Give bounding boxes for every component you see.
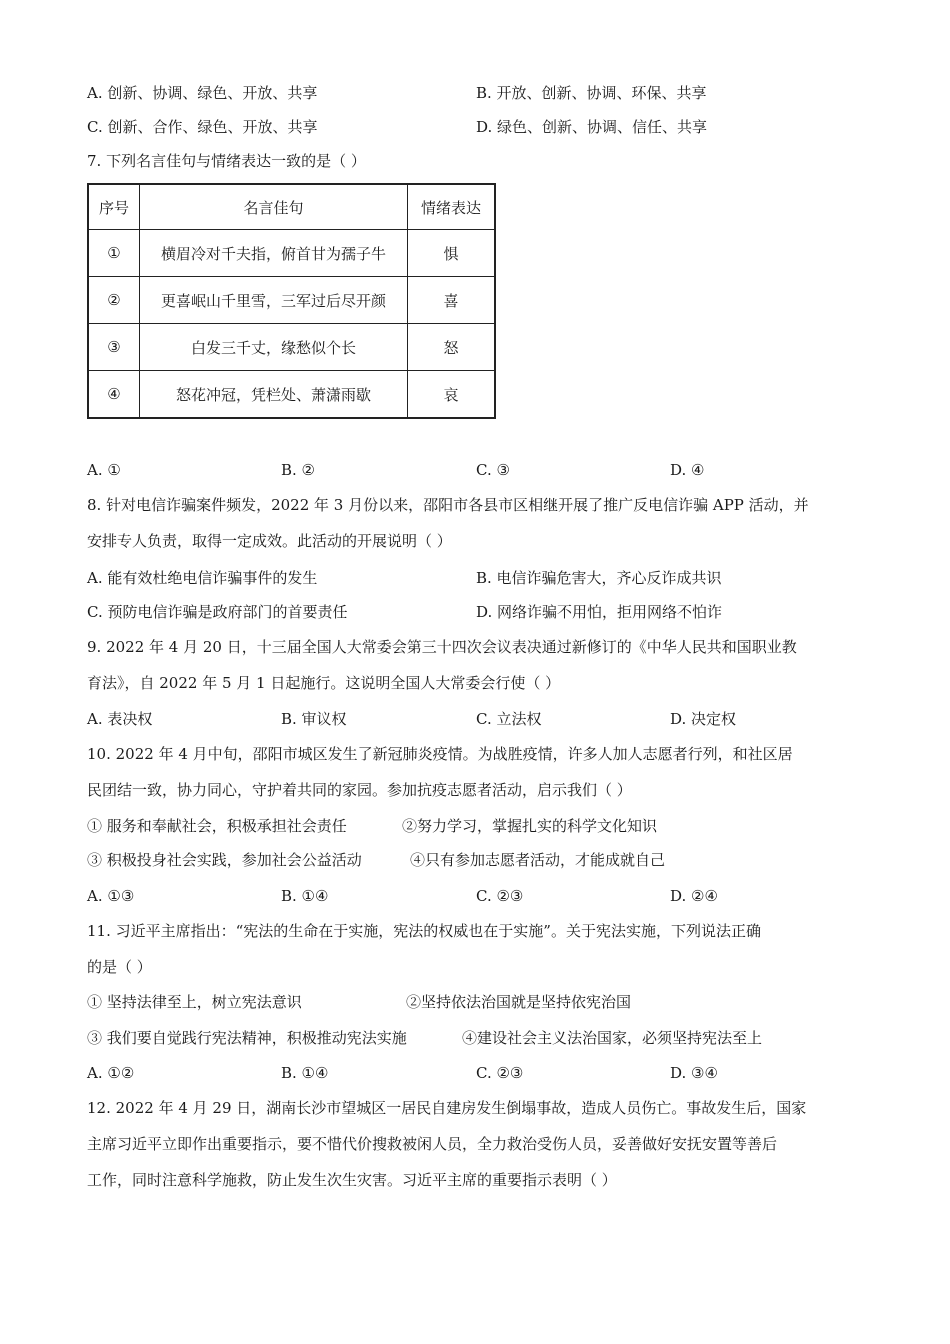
q10-option-c: C. ②③ — [476, 887, 524, 905]
q9-stem-line-1: 9. 2022 年 4 月 20 日，十三届全国人大常委会第三十四次会议表决通过新修订的《中华人民共和国职业教 — [87, 638, 797, 656]
q7-option-a: A. ① — [87, 461, 121, 479]
q9-stem-line-2: 育法》，自 2022 年 5 月 1 日起施行。这说明全国人大常委会行使（ ） — [87, 674, 561, 692]
header-number: 序号 — [88, 184, 140, 230]
q11-item-3: ③ 我们要自觉践行宪法精神，积极推动宪法实施 — [87, 1029, 407, 1047]
q11-item-2: ②坚持依法治国就是坚持依宪治国 — [406, 993, 632, 1011]
q10-option-d: D. ②④ — [670, 887, 718, 905]
q8-option-a: A. 能有效杜绝电信诈骗事件的发生 — [87, 569, 318, 587]
q6-option-c: C. 创新、合作、绿色、开放、共享 — [87, 118, 318, 136]
q7-stem: 7. 下列名言佳句与情绪表达一致的是（ ） — [87, 152, 366, 170]
q10-item-3: ③ 积极投身社会实践，参加社会公益活动 — [87, 851, 362, 869]
q12-stem-line-3: 工作，同时注意科学施救，防止发生次生灾害。习近平主席的重要指示表明（ ） — [87, 1171, 617, 1189]
table-row — [88, 371, 495, 419]
q10-stem-line-1: 10. 2022 年 4 月中旬，邵阳市城区发生了新冠肺炎疫情。为战胜疫情，许多人加人志愿者行列，和社区居 — [87, 745, 793, 763]
q11-item-1: ① 坚持法律至上，树立宪法意识 — [87, 993, 302, 1011]
row-number: ④ — [88, 371, 140, 419]
q7-table — [87, 183, 496, 419]
q10-item-4: ④只有参加志愿者活动，才能成就自己 — [410, 851, 666, 869]
q11-option-b: B. ①④ — [281, 1064, 329, 1082]
q8-stem-line-1: 8. 针对电信诈骗案件频发，2022 年 3 月份以来，邵阳市各县市区相继开展了推广反电信诈骗 APP 活动，并 — [87, 496, 809, 514]
table-row — [88, 230, 495, 277]
header-quote: 名言佳句 — [140, 184, 408, 230]
row-number: ① — [88, 230, 140, 277]
q11-item-4: ④建设社会主义法治国家，必须坚持宪法至上 — [462, 1029, 763, 1047]
header-emotion: 情绪表达 — [408, 184, 496, 230]
q6-option-d: D. 绿色、创新、协调、信任、共享 — [476, 118, 708, 136]
row-emotion: 喜 — [408, 277, 496, 324]
q12-stem-line-2: 主席习近平立即作出重要指示，要不惜代价搜救被闲人员，全力救治受伤人员，妥善做好安抚安置等善后 — [87, 1135, 778, 1153]
q9-option-d: D. 决定权 — [670, 710, 737, 728]
row-quote: 更喜岷山千里雪，三军过后尽开颜 — [140, 277, 408, 324]
row-quote: 怒花冲冠，凭栏处、萧潇雨歇 — [140, 371, 408, 419]
q10-stem-line-2: 民团结一致，协力同心，守护着共同的家园。参加抗疫志愿者活动，启示我们（ ） — [87, 781, 632, 799]
q12-stem-line-1: 12. 2022 年 4 月 29 日，湖南长沙市望城区一居民自建房发生倒塌事故，造成人员伤亡。事故发生后，国家 — [87, 1099, 807, 1117]
q9-option-c: C. 立法权 — [476, 710, 542, 728]
row-quote: 横眉冷对千夫指，俯首甘为孺子牛 — [140, 230, 408, 277]
q11-option-d: D. ③④ — [670, 1064, 718, 1082]
row-number: ③ — [88, 324, 140, 371]
q8-option-d: D. 网络诈骗不用怕，拒用网络不怕诈 — [476, 603, 723, 621]
table-row — [88, 277, 495, 324]
q9-option-a: A. 表决权 — [87, 710, 153, 728]
row-quote: 白发三千丈，缘愁似个长 — [140, 324, 408, 371]
q10-option-b: B. ①④ — [281, 887, 329, 905]
q10-item-2: ②努力学习，掌握扎实的科学文化知识 — [402, 817, 658, 835]
q11-stem-line-2: 的是（ ） — [87, 958, 152, 976]
q6-option-b: B. 开放、创新、协调、环保、共享 — [476, 84, 707, 102]
q10-item-1: ① 服务和奉献社会，积极承担社会责任 — [87, 817, 347, 835]
row-emotion: 哀 — [408, 371, 496, 419]
q7-option-c: C. ③ — [476, 461, 510, 479]
row-emotion: 惧 — [408, 230, 496, 277]
q6-option-a: A. 创新、协调、绿色、开放、共享 — [87, 84, 318, 102]
q8-option-b: B. 电信诈骗危害大，齐心反诈成共识 — [476, 569, 722, 587]
q11-option-c: C. ②③ — [476, 1064, 524, 1082]
row-emotion: 怒 — [408, 324, 496, 371]
q8-stem-line-2: 安排专人负责，取得一定成效。此活动的开展说明（ ） — [87, 532, 452, 550]
q11-option-a: A. ①② — [87, 1064, 135, 1082]
row-number: ② — [88, 277, 140, 324]
q7-option-b: B. ② — [281, 461, 316, 479]
q8-option-c: C. 预防电信诈骗是政府部门的首要责任 — [87, 603, 348, 621]
q10-option-a: A. ①③ — [87, 887, 135, 905]
table-row — [88, 324, 495, 371]
q7-option-d: D. ④ — [670, 461, 705, 479]
q11-stem-line-1: 11. 习近平主席指出：“宪法的生命在于实施，宪法的权威也在于实施”。关于宪法实施，下列说法正确 — [87, 922, 761, 940]
table-header-row — [88, 184, 495, 230]
q9-option-b: B. 审议权 — [281, 710, 347, 728]
